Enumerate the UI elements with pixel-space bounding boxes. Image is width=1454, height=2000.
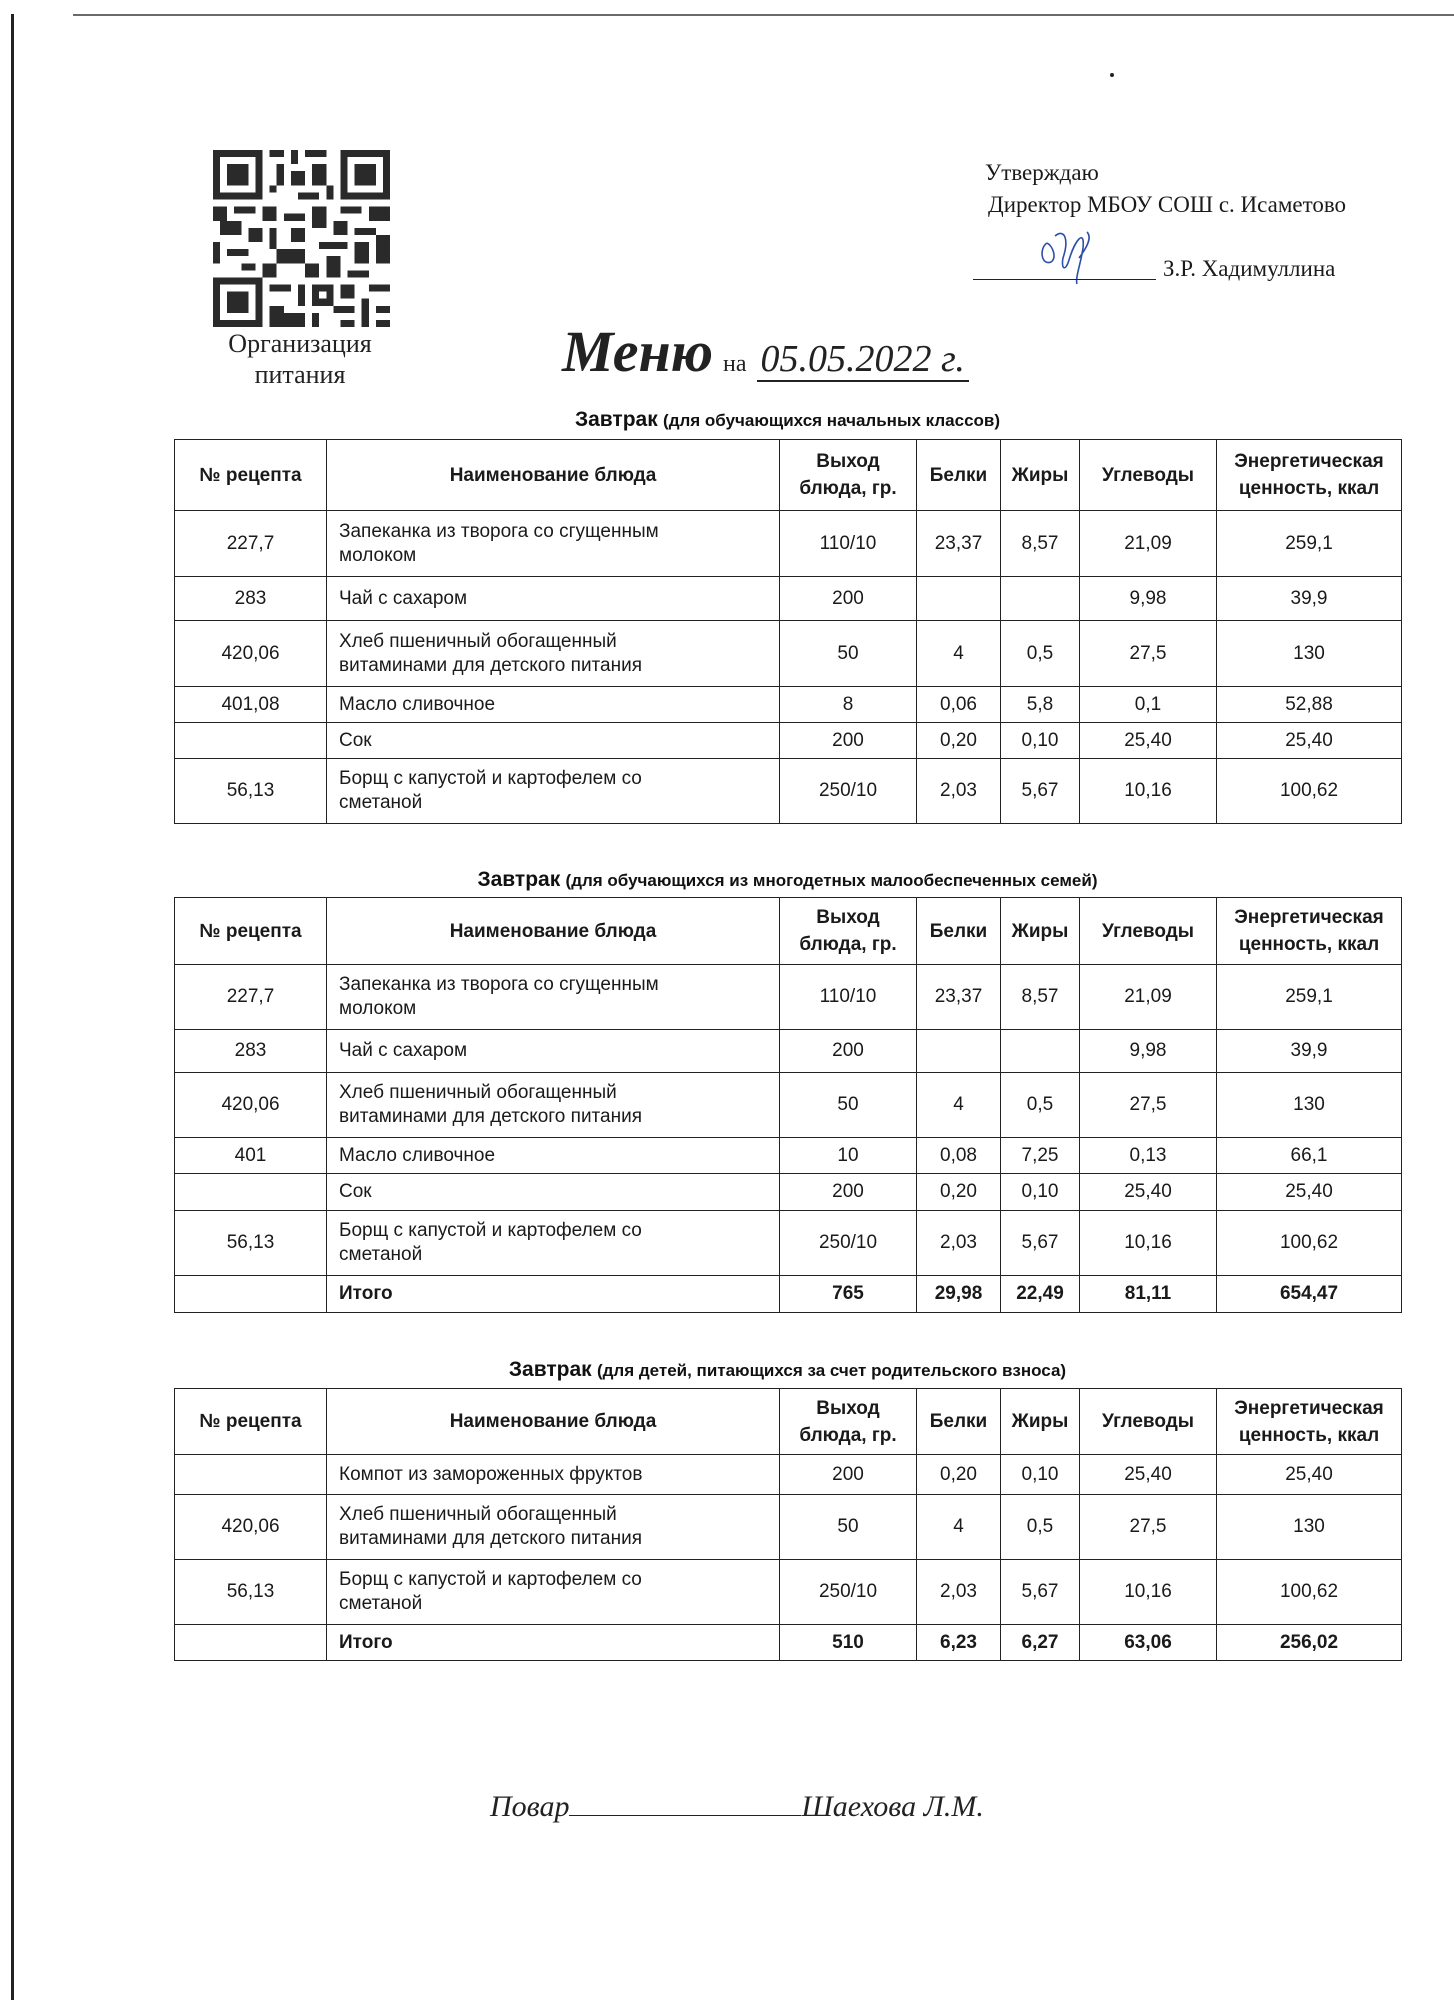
cell-yield: 200 — [780, 1174, 917, 1211]
caption-main: Завтрак — [574, 408, 658, 431]
cell-fat: 0,5 — [1001, 621, 1080, 687]
cell-total-carbs: 63,06 — [1080, 1625, 1217, 1661]
cell-total-fat: 6,27 — [1001, 1625, 1080, 1661]
table-caption — [174, 408, 1401, 432]
cell-recipe — [175, 723, 327, 759]
caption-sub: (для детей, питающихся за счет родительского взноса) — [596, 1361, 1067, 1380]
cell-carbs: 25,40 — [1080, 1455, 1217, 1495]
cell-total-protein: 29,98 — [917, 1276, 1001, 1313]
menu-table-parent-paid — [174, 1388, 1402, 1661]
cell-carbs: 25,40 — [1080, 723, 1217, 759]
cell-dish: Хлеб пшеничный обогащенный витаминами для детского питания — [327, 1073, 780, 1138]
cell-protein: 23,37 — [917, 511, 1001, 577]
cell-protein: 0,20 — [917, 1455, 1001, 1495]
table-row — [175, 965, 1402, 1030]
title-preposition: на — [723, 351, 747, 377]
cell-dish: Сок — [327, 1174, 780, 1211]
cell-dish: Хлеб пшеничный обогащенный витаминами для детского питания — [327, 621, 780, 687]
cell-yield: 10 — [780, 1138, 917, 1174]
col-header-recipe: № рецепта — [175, 1389, 327, 1455]
cell-yield: 200 — [780, 577, 917, 621]
menu-table-large-families — [174, 897, 1402, 1313]
cell-dish: Хлеб пшеничный обогащенный витаминами для детского питания — [327, 1495, 780, 1560]
page-top-edge-line — [73, 14, 1454, 16]
page-title — [562, 318, 969, 385]
cell-recipe — [175, 1174, 327, 1211]
cell-fat: 7,25 — [1001, 1138, 1080, 1174]
cell-fat: 5,67 — [1001, 1211, 1080, 1276]
approval-signatory: З.Р. Хадимуллина — [1163, 256, 1336, 281]
cell-carbs: 27,5 — [1080, 1495, 1217, 1560]
cell-protein — [917, 577, 1001, 621]
cell-kcal: 25,40 — [1217, 723, 1402, 759]
table-header-row — [175, 1389, 1402, 1455]
cell-yield: 200 — [780, 1030, 917, 1073]
cell-fat: 0,10 — [1001, 723, 1080, 759]
cell-fat — [1001, 1030, 1080, 1073]
qr-caption — [195, 328, 405, 390]
cell-total-protein: 6,23 — [917, 1625, 1001, 1661]
table-caption — [174, 868, 1401, 892]
cell-carbs: 25,40 — [1080, 1174, 1217, 1211]
cell-protein: 0,20 — [917, 1174, 1001, 1211]
cell-protein: 4 — [917, 1073, 1001, 1138]
cell-recipe: 227,7 — [175, 511, 327, 577]
cell-total-kcal: 654,47 — [1217, 1276, 1402, 1313]
cell-fat: 5,67 — [1001, 1560, 1080, 1625]
cell-recipe: 56,13 — [175, 1211, 327, 1276]
cell-carbs: 9,98 — [1080, 1030, 1217, 1073]
col-header-protein: Белки — [917, 898, 1001, 965]
cook-name: Шаехова Л.М. — [801, 1790, 984, 1823]
cell-protein: 4 — [917, 1495, 1001, 1560]
cook-signature-line — [490, 1787, 984, 1824]
approval-position: Директор МБОУ СОШ с. Исаметово — [988, 192, 1347, 217]
cell-protein — [917, 1030, 1001, 1073]
table-row — [175, 1174, 1402, 1211]
signature-icon — [1035, 218, 1115, 288]
col-header-fat: Жиры — [1001, 1389, 1080, 1455]
cell-yield: 250/10 — [780, 1560, 917, 1625]
col-header-fat: Жиры — [1001, 440, 1080, 511]
cell-carbs: 0,13 — [1080, 1138, 1217, 1174]
cell-dish: Масло сливочное — [327, 1138, 780, 1174]
cell-carbs: 27,5 — [1080, 621, 1217, 687]
cell-total-label: Итого — [327, 1276, 780, 1313]
col-header-dish: Наименование блюда — [327, 440, 780, 511]
table-row — [175, 621, 1402, 687]
cell-recipe: 420,06 — [175, 1073, 327, 1138]
cell-carbs: 21,09 — [1080, 965, 1217, 1030]
col-header-recipe: № рецепта — [175, 898, 327, 965]
cell-yield: 200 — [780, 1455, 917, 1495]
cell-yield: 50 — [780, 621, 917, 687]
table-row — [175, 759, 1402, 824]
cell-kcal: 52,88 — [1217, 687, 1402, 723]
cell-total-label: Итого — [327, 1625, 780, 1661]
caption-sub: (для обучающихся начальных классов) — [663, 411, 1001, 430]
cell-yield: 8 — [780, 687, 917, 723]
col-header-fat: Жиры — [1001, 898, 1080, 965]
cell-recipe: 420,06 — [175, 1495, 327, 1560]
cell-dish: Масло сливочное — [327, 687, 780, 723]
cell-kcal: 66,1 — [1217, 1138, 1402, 1174]
menu-table-primary-grades — [174, 439, 1402, 824]
cook-signature-blank — [569, 1787, 801, 1816]
cell-recipe — [175, 1625, 327, 1661]
cell-kcal: 130 — [1217, 1495, 1402, 1560]
cell-carbs: 27,5 — [1080, 1073, 1217, 1138]
cell-carbs: 10,16 — [1080, 1560, 1217, 1625]
cell-dish: Сок — [327, 723, 780, 759]
cell-yield: 50 — [780, 1073, 917, 1138]
cell-carbs: 21,09 — [1080, 511, 1217, 577]
cell-carbs: 10,16 — [1080, 1211, 1217, 1276]
cell-total-yield: 510 — [780, 1625, 917, 1661]
cell-protein: 23,37 — [917, 965, 1001, 1030]
cell-kcal: 25,40 — [1217, 1174, 1402, 1211]
cell-yield: 110/10 — [780, 511, 917, 577]
qr-caption-line2: питания — [254, 360, 346, 389]
col-header-dish: Наименование блюда — [327, 1389, 780, 1455]
cell-total-fat: 22,49 — [1001, 1276, 1080, 1313]
table-row — [175, 1030, 1402, 1073]
cell-kcal: 100,62 — [1217, 1211, 1402, 1276]
table-row — [175, 723, 1402, 759]
col-header-protein: Белки — [917, 440, 1001, 511]
cell-carbs: 0,1 — [1080, 687, 1217, 723]
total-row — [175, 1625, 1402, 1661]
total-row — [175, 1276, 1402, 1313]
cell-yield: 250/10 — [780, 759, 917, 824]
col-header-carbs: Углеводы — [1080, 898, 1217, 965]
cell-dish: Запеканка из творога со сгущенным молоком — [327, 965, 780, 1030]
cell-kcal: 259,1 — [1217, 965, 1402, 1030]
col-header-carbs: Углеводы — [1080, 1389, 1217, 1455]
cell-yield: 50 — [780, 1495, 917, 1560]
cell-protein: 0,06 — [917, 687, 1001, 723]
col-header-carbs: Углеводы — [1080, 440, 1217, 511]
cell-carbs: 9,98 — [1080, 577, 1217, 621]
cell-fat: 0,5 — [1001, 1495, 1080, 1560]
table-row — [175, 1073, 1402, 1138]
cell-recipe: 401 — [175, 1138, 327, 1174]
cell-recipe — [175, 1455, 327, 1495]
cell-kcal: 130 — [1217, 1073, 1402, 1138]
table-row — [175, 687, 1402, 723]
cell-recipe: 283 — [175, 577, 327, 621]
cell-dish: Компот из замороженных фруктов — [327, 1455, 780, 1495]
col-header-recipe: № рецепта — [175, 440, 327, 511]
table-caption — [174, 1358, 1401, 1382]
cell-protein: 2,03 — [917, 1560, 1001, 1625]
caption-main: Завтрак — [477, 868, 561, 891]
cell-yield: 200 — [780, 723, 917, 759]
cell-recipe: 283 — [175, 1030, 327, 1073]
table-row — [175, 1138, 1402, 1174]
cell-fat: 0,10 — [1001, 1174, 1080, 1211]
cell-kcal: 25,40 — [1217, 1455, 1402, 1495]
cell-recipe — [175, 1276, 327, 1313]
cell-kcal: 130 — [1217, 621, 1402, 687]
cell-kcal: 259,1 — [1217, 511, 1402, 577]
cell-dish: Борщ с капустой и картофелем со сметаной — [327, 1211, 780, 1276]
col-header-kcal: Энергетическая ценность, ккал — [1217, 898, 1402, 965]
col-header-protein: Белки — [917, 1389, 1001, 1455]
qr-caption-line1: Организация — [228, 329, 372, 358]
table-header-row — [175, 898, 1402, 965]
table-header-row — [175, 440, 1402, 511]
cell-fat: 8,57 — [1001, 965, 1080, 1030]
col-header-dish: Наименование блюда — [327, 898, 780, 965]
col-header-kcal: Энергетическая ценность, ккал — [1217, 440, 1402, 511]
cell-dish: Запеканка из творога со сгущенным молоком — [327, 511, 780, 577]
caption-sub: (для обучающихся из многодетных малообеспеченных семей) — [565, 871, 1098, 890]
cell-recipe: 56,13 — [175, 759, 327, 824]
cell-recipe: 420,06 — [175, 621, 327, 687]
cell-kcal: 39,9 — [1217, 1030, 1402, 1073]
cell-fat: 5,67 — [1001, 759, 1080, 824]
caption-main: Завтрак — [508, 1358, 592, 1381]
cell-fat: 8,57 — [1001, 511, 1080, 577]
cell-dish: Борщ с капустой и картофелем со сметаной — [327, 1560, 780, 1625]
cell-fat: 0,5 — [1001, 1073, 1080, 1138]
cell-recipe: 401,08 — [175, 687, 327, 723]
cell-recipe: 56,13 — [175, 1560, 327, 1625]
cell-kcal: 100,62 — [1217, 759, 1402, 824]
cell-total-kcal: 256,02 — [1217, 1625, 1402, 1661]
cell-protein: 4 — [917, 621, 1001, 687]
table-row — [175, 1211, 1402, 1276]
table-row — [175, 1495, 1402, 1560]
cell-carbs: 10,16 — [1080, 759, 1217, 824]
table-row — [175, 1560, 1402, 1625]
cell-protein: 2,03 — [917, 1211, 1001, 1276]
cell-kcal: 39,9 — [1217, 577, 1402, 621]
col-header-kcal: Энергетическая ценность, ккал — [1217, 1389, 1402, 1455]
cell-recipe: 227,7 — [175, 965, 327, 1030]
cell-fat — [1001, 577, 1080, 621]
cell-total-carbs: 81,11 — [1080, 1276, 1217, 1313]
cell-fat: 5,8 — [1001, 687, 1080, 723]
cell-dish: Чай с сахаром — [327, 1030, 780, 1073]
cell-protein: 0,08 — [917, 1138, 1001, 1174]
approval-heading: Утверждаю — [985, 160, 1099, 185]
cell-dish: Чай с сахаром — [327, 577, 780, 621]
table-row — [175, 577, 1402, 621]
cell-dish: Борщ с капустой и картофелем со сметаной — [327, 759, 780, 824]
scan-speck — [1110, 73, 1114, 77]
title-word: Меню — [562, 319, 714, 384]
page-left-edge-line — [11, 14, 14, 2000]
table-row — [175, 511, 1402, 577]
qr-code-icon — [213, 150, 390, 327]
col-header-yield: Выход блюда, гр. — [780, 1389, 917, 1455]
title-date: 05.05.2022 г. — [757, 338, 969, 382]
table-row — [175, 1455, 1402, 1495]
signature-line — [973, 279, 1156, 280]
cell-kcal: 100,62 — [1217, 1560, 1402, 1625]
cell-yield: 250/10 — [780, 1211, 917, 1276]
cell-yield: 110/10 — [780, 965, 917, 1030]
cook-role: Повар — [490, 1790, 570, 1823]
cell-fat: 0,10 — [1001, 1455, 1080, 1495]
cell-protein: 0,20 — [917, 723, 1001, 759]
cell-total-yield: 765 — [780, 1276, 917, 1313]
col-header-yield: Выход блюда, гр. — [780, 440, 917, 511]
col-header-yield: Выход блюда, гр. — [780, 898, 917, 965]
cell-protein: 2,03 — [917, 759, 1001, 824]
